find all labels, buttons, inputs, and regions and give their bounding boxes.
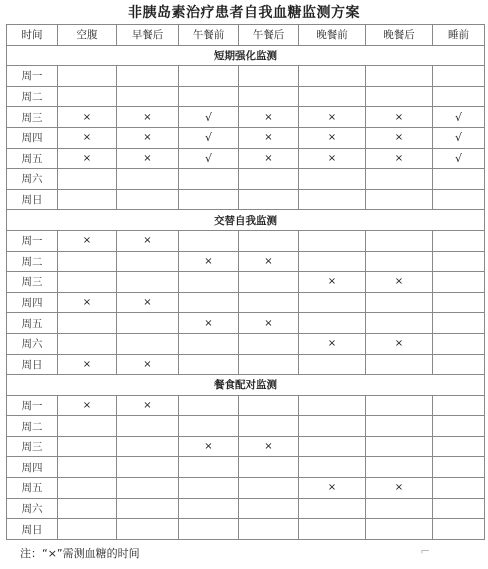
day-cell: 周二 bbox=[7, 86, 58, 107]
section-title: 餐食配对监测 bbox=[7, 375, 485, 396]
mark-cell bbox=[366, 313, 433, 334]
mark-cell bbox=[117, 498, 179, 519]
mark-cell bbox=[239, 457, 299, 478]
mark-cell bbox=[58, 519, 117, 540]
mark-cell bbox=[299, 354, 366, 375]
mark-cell: √ bbox=[179, 127, 239, 148]
mark-cell bbox=[117, 457, 179, 478]
mark-cell bbox=[366, 292, 433, 313]
mark-cell: √ bbox=[433, 127, 485, 148]
mark-cell bbox=[239, 478, 299, 499]
mark-cell bbox=[433, 230, 485, 251]
table-row bbox=[7, 436, 485, 457]
mark-cell: × bbox=[239, 148, 299, 169]
mark-cell bbox=[433, 169, 485, 190]
mark-cell bbox=[239, 230, 299, 251]
table-row bbox=[7, 127, 485, 148]
header-after-lunch: 午餐后 bbox=[239, 25, 299, 46]
mark-cell bbox=[239, 86, 299, 107]
mark-cell bbox=[179, 272, 239, 293]
mark-cell bbox=[58, 478, 117, 499]
mark-cell: × bbox=[117, 292, 179, 313]
mark-cell bbox=[117, 169, 179, 190]
mark-cell: × bbox=[366, 272, 433, 293]
table-row bbox=[7, 498, 485, 519]
mark-cell: × bbox=[58, 127, 117, 148]
mark-cell bbox=[179, 478, 239, 499]
mark-cell bbox=[299, 457, 366, 478]
table-row bbox=[7, 86, 485, 107]
day-cell: 周四 bbox=[7, 127, 58, 148]
mark-cell bbox=[58, 333, 117, 354]
mark-cell bbox=[366, 416, 433, 437]
mark-cell bbox=[299, 86, 366, 107]
table-row bbox=[7, 519, 485, 540]
mark-cell: × bbox=[117, 148, 179, 169]
corner-mark: ⌐ bbox=[420, 544, 431, 558]
mark-cell bbox=[58, 189, 117, 210]
mark-cell bbox=[58, 457, 117, 478]
mark-cell bbox=[58, 251, 117, 272]
mark-cell bbox=[58, 86, 117, 107]
mark-cell bbox=[239, 519, 299, 540]
mark-cell bbox=[366, 354, 433, 375]
mark-cell: × bbox=[366, 478, 433, 499]
day-cell: 周一 bbox=[7, 66, 58, 87]
mark-cell bbox=[117, 251, 179, 272]
table-row bbox=[7, 189, 485, 210]
mark-cell bbox=[179, 498, 239, 519]
day-cell: 周三 bbox=[7, 107, 58, 128]
mark-cell bbox=[366, 457, 433, 478]
mark-cell: × bbox=[179, 313, 239, 334]
mark-cell bbox=[366, 519, 433, 540]
mark-cell bbox=[179, 189, 239, 210]
mark-cell: × bbox=[299, 272, 366, 293]
mark-cell: × bbox=[117, 395, 179, 416]
mark-cell bbox=[299, 66, 366, 87]
table-row bbox=[7, 148, 485, 169]
mark-cell bbox=[239, 333, 299, 354]
mark-cell bbox=[299, 313, 366, 334]
mark-cell bbox=[58, 436, 117, 457]
header-time: 时间 bbox=[7, 25, 58, 46]
mark-cell bbox=[117, 519, 179, 540]
mark-cell bbox=[179, 354, 239, 375]
mark-cell: × bbox=[366, 107, 433, 128]
header-row bbox=[7, 25, 485, 46]
mark-cell bbox=[433, 313, 485, 334]
mark-cell bbox=[299, 416, 366, 437]
mark-cell: × bbox=[179, 436, 239, 457]
mark-cell: × bbox=[366, 333, 433, 354]
header-after-dinner: 晚餐后 bbox=[366, 25, 433, 46]
table-row bbox=[7, 333, 485, 354]
header-bedtime: 睡前 bbox=[433, 25, 485, 46]
mark-cell bbox=[179, 169, 239, 190]
mark-cell bbox=[117, 416, 179, 437]
mark-cell bbox=[58, 169, 117, 190]
mark-cell: × bbox=[58, 395, 117, 416]
mark-cell bbox=[433, 457, 485, 478]
mark-cell: × bbox=[58, 148, 117, 169]
mark-cell bbox=[366, 189, 433, 210]
mark-cell bbox=[58, 66, 117, 87]
mark-cell: × bbox=[299, 478, 366, 499]
section-row-alternating-self bbox=[7, 210, 485, 231]
day-cell: 周四 bbox=[7, 292, 58, 313]
mark-cell bbox=[366, 395, 433, 416]
mark-cell: × bbox=[299, 127, 366, 148]
mark-cell: × bbox=[366, 127, 433, 148]
day-cell: 周六 bbox=[7, 498, 58, 519]
mark-cell bbox=[117, 478, 179, 499]
day-cell: 周日 bbox=[7, 189, 58, 210]
day-cell: 周一 bbox=[7, 230, 58, 251]
mark-cell: √ bbox=[179, 107, 239, 128]
mark-cell bbox=[117, 66, 179, 87]
mark-cell bbox=[299, 436, 366, 457]
day-cell: 周日 bbox=[7, 354, 58, 375]
mark-cell bbox=[366, 230, 433, 251]
mark-cell bbox=[58, 313, 117, 334]
mark-cell: × bbox=[179, 251, 239, 272]
table-row bbox=[7, 457, 485, 478]
mark-cell bbox=[179, 416, 239, 437]
mark-cell bbox=[433, 333, 485, 354]
mark-cell bbox=[366, 498, 433, 519]
page-title: 非胰岛素治疗患者自我血糖监测方案 bbox=[128, 5, 360, 21]
mark-cell bbox=[239, 292, 299, 313]
day-cell: 周二 bbox=[7, 251, 58, 272]
mark-cell: × bbox=[239, 127, 299, 148]
mark-cell bbox=[117, 189, 179, 210]
table-row bbox=[7, 395, 485, 416]
mark-cell bbox=[299, 230, 366, 251]
mark-cell bbox=[179, 230, 239, 251]
day-cell: 周一 bbox=[7, 395, 58, 416]
mark-cell bbox=[433, 272, 485, 293]
mark-cell: √ bbox=[179, 148, 239, 169]
mark-cell bbox=[433, 66, 485, 87]
mark-cell bbox=[117, 333, 179, 354]
mark-cell bbox=[433, 416, 485, 437]
mark-cell bbox=[239, 354, 299, 375]
mark-cell: × bbox=[366, 148, 433, 169]
table-row bbox=[7, 416, 485, 437]
mark-cell bbox=[58, 272, 117, 293]
mark-cell bbox=[239, 498, 299, 519]
header-after-breakfast: 早餐后 bbox=[117, 25, 179, 46]
day-cell: 周六 bbox=[7, 333, 58, 354]
mark-cell bbox=[366, 86, 433, 107]
mark-cell bbox=[433, 354, 485, 375]
mark-cell bbox=[239, 395, 299, 416]
mark-cell: × bbox=[299, 333, 366, 354]
table-row bbox=[7, 272, 485, 293]
mark-cell bbox=[366, 436, 433, 457]
mark-cell: × bbox=[117, 230, 179, 251]
glucose-monitoring-table bbox=[6, 24, 485, 540]
mark-cell bbox=[239, 189, 299, 210]
mark-cell bbox=[299, 189, 366, 210]
mark-cell bbox=[433, 292, 485, 313]
mark-cell bbox=[366, 251, 433, 272]
mark-cell: × bbox=[117, 107, 179, 128]
day-cell: 周五 bbox=[7, 478, 58, 499]
mark-cell bbox=[179, 395, 239, 416]
mark-cell bbox=[239, 169, 299, 190]
day-cell: 周二 bbox=[7, 416, 58, 437]
mark-cell: √ bbox=[433, 148, 485, 169]
table-row bbox=[7, 354, 485, 375]
mark-cell bbox=[179, 292, 239, 313]
mark-cell bbox=[179, 86, 239, 107]
day-cell: 周五 bbox=[7, 148, 58, 169]
mark-cell: √ bbox=[433, 107, 485, 128]
day-cell: 周三 bbox=[7, 272, 58, 293]
mark-cell bbox=[179, 66, 239, 87]
header-fasting: 空腹 bbox=[58, 25, 117, 46]
mark-cell bbox=[117, 272, 179, 293]
mark-cell bbox=[299, 395, 366, 416]
mark-cell bbox=[239, 416, 299, 437]
mark-cell bbox=[117, 436, 179, 457]
mark-cell bbox=[58, 416, 117, 437]
table-row bbox=[7, 230, 485, 251]
mark-cell bbox=[433, 436, 485, 457]
mark-cell bbox=[433, 189, 485, 210]
mark-cell bbox=[179, 333, 239, 354]
table-row bbox=[7, 478, 485, 499]
mark-cell bbox=[117, 86, 179, 107]
mark-cell bbox=[299, 169, 366, 190]
mark-cell bbox=[179, 519, 239, 540]
mark-cell bbox=[117, 313, 179, 334]
mark-cell: × bbox=[299, 148, 366, 169]
mark-cell: × bbox=[58, 230, 117, 251]
mark-cell bbox=[433, 519, 485, 540]
mark-cell: × bbox=[58, 354, 117, 375]
day-cell: 周四 bbox=[7, 457, 58, 478]
mark-cell bbox=[299, 251, 366, 272]
mark-cell bbox=[433, 251, 485, 272]
table-row bbox=[7, 107, 485, 128]
footnote: 注：“×”需测血糖的时间 bbox=[20, 547, 140, 560]
header-before-dinner: 晚餐前 bbox=[299, 25, 366, 46]
mark-cell: × bbox=[117, 127, 179, 148]
table-row bbox=[7, 251, 485, 272]
mark-cell bbox=[299, 498, 366, 519]
mark-cell: × bbox=[299, 107, 366, 128]
mark-cell bbox=[433, 498, 485, 519]
mark-cell bbox=[366, 66, 433, 87]
mark-cell bbox=[239, 66, 299, 87]
header-before-lunch: 午餐前 bbox=[179, 25, 239, 46]
day-cell: 周五 bbox=[7, 313, 58, 334]
mark-cell bbox=[299, 519, 366, 540]
mark-cell bbox=[433, 86, 485, 107]
day-cell: 周六 bbox=[7, 169, 58, 190]
section-row-short-term-intensive bbox=[7, 45, 485, 66]
mark-cell bbox=[58, 498, 117, 519]
mark-cell: × bbox=[239, 313, 299, 334]
mark-cell bbox=[179, 457, 239, 478]
table-row bbox=[7, 292, 485, 313]
day-cell: 周三 bbox=[7, 436, 58, 457]
mark-cell: × bbox=[239, 107, 299, 128]
mark-cell bbox=[299, 292, 366, 313]
section-row-meal-paired bbox=[7, 375, 485, 396]
mark-cell: × bbox=[117, 354, 179, 375]
mark-cell: × bbox=[58, 292, 117, 313]
mark-cell: × bbox=[239, 251, 299, 272]
mark-cell bbox=[433, 395, 485, 416]
table-row bbox=[7, 66, 485, 87]
mark-cell bbox=[433, 478, 485, 499]
mark-cell: × bbox=[58, 107, 117, 128]
day-cell: 周日 bbox=[7, 519, 58, 540]
table-row bbox=[7, 313, 485, 334]
mark-cell: × bbox=[239, 436, 299, 457]
mark-cell bbox=[366, 169, 433, 190]
section-title: 短期强化监测 bbox=[7, 45, 485, 66]
mark-cell bbox=[239, 272, 299, 293]
table-row bbox=[7, 169, 485, 190]
section-title: 交替自我监测 bbox=[7, 210, 485, 231]
